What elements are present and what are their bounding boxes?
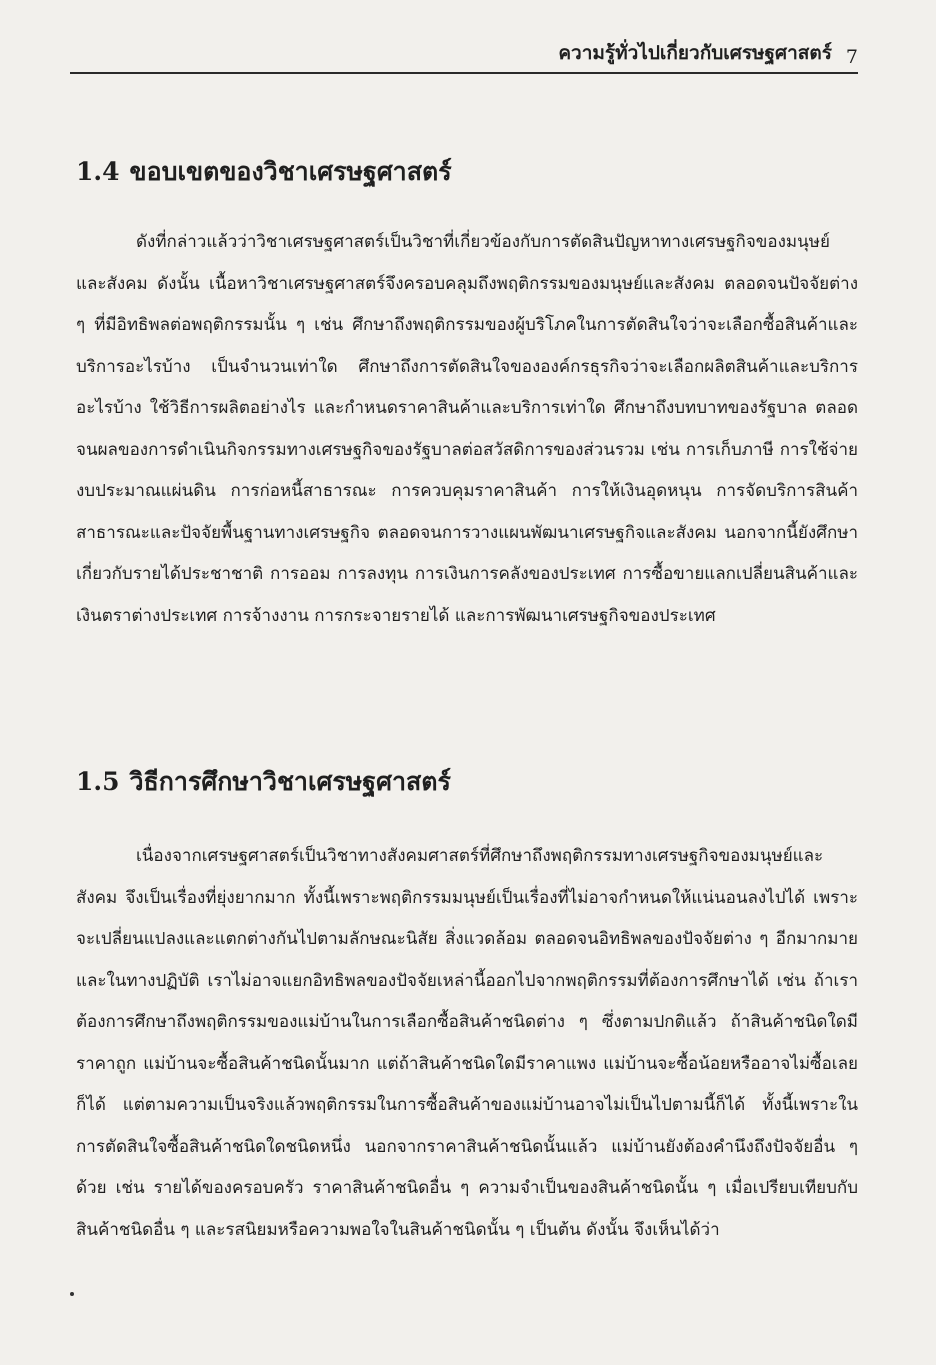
section-title: วิธีการศึกษาวิชาเศรษฐศาสตร์ xyxy=(129,767,451,796)
header-title: ความรู้ทั่วไปเกี่ยวกับเศรษฐศาสตร์ xyxy=(558,42,832,64)
section-1-5-paragraph: เนื่องจากเศรษฐศาสตร์เป็นวิชาทางสังคมศาสตร์ที่ศึกษาถึงพฤติกรรมทางเศรษฐกิจของมนุษย์และสังคม จึงเป็นเรื่องที่ยุ่งยากมาก ทั้งนี้เพราะพฤติกรรมมนุษย์เป็นเรื่องที่ไม่อาจกำหนดให้แน่นอนลงไปได้ เพราะจะเปลี่ยนแปลงและแตกต่างกันไปตามลักษณะนิสัย สิ่งแวดล้อม ตลอดจนอิทธิพลของปัจจัยต่าง ๆ อีกมากมาย และในทางปฏิบัติ เราไม่อาจแยกอิทธิพลของปัจจัยเหล่านี้ออกไปจากพฤติกรรมที่ต้องการศึกษาได้ เช่น ถ้าเราต้องการศึกษาถึงพฤติกรรมของแม่บ้านในการเลือกซื้อสินค้าชนิดต่าง ๆ ซึ่งตามปกติแล้ว ถ้าสินค้าชนิดใดมีราคาถูก แม่บ้านจะซื้อสินค้าชนิดนั้นมาก แต่ถ้าสินค้าชนิดใดมีราคาแพง แม่บ้านจะซื้อน้อยหรืออาจไม่ซื้อเลยก็ได้ แต่ตามความเป็นจริงแล้วพฤติกรรมในการซื้อสินค้าของแม่บ้านอาจไม่เป็นไปตามนี้ก็ได้ ทั้งนี้เพราะในการตัดสินใจซื้อสินค้าชนิดใดชนิดหนึ่ง นอกจากราคาสินค้าชนิดนั้นแล้ว แม่บ้านยังต้องคำนึงถึงปัจจัยอื่น ๆ ด้วย เช่น รายได้ของครอบครัว ราคาสินค้าชนิดอื่น ๆ ความจำเป็นของสินค้าชนิดนั้น ๆ เมื่อเปรียบเทียบกับสินค้าชนิดอื่น ๆ และรสนิยมหรือความพอใจในสินค้าชนิดนั้น ๆ เป็นต้น ดังนั้น จึงเห็นได้ว่า xyxy=(76,846,858,1240)
section-heading-1-4 xyxy=(76,152,452,192)
page-number: 7 xyxy=(845,46,858,68)
page-mark xyxy=(70,1292,74,1296)
running-header xyxy=(70,32,858,74)
section-heading-1-5 xyxy=(76,762,451,802)
section-title: ขอบเขตของวิชาเศรษฐศาสตร์ xyxy=(129,157,452,186)
section-1-4-paragraph: ดังที่กล่าวแล้วว่าวิชาเศรษฐศาสตร์เป็นวิชาที่เกี่ยวข้องกับการตัดสินปัญหาทางเศรษฐกิจของมนุษย์และสังคม ดังนั้น เนื้อหาวิชาเศรษฐศาสตร์จึงครอบคลุมถึงพฤติกรรมของมนุษย์และสังคม ตลอดจนปัจจัยต่าง ๆ ที่มีอิทธิพลต่อพฤติกรรมนั้น ๆ เช่น ศึกษาถึงพฤติกรรมของผู้บริโภคในการตัดสินใจว่าจะเลือกซื้อสินค้าและบริการอะไรบ้าง เป็นจำนวนเท่าใด ศึกษาถึงการตัดสินใจขององค์กรธุรกิจว่าจะเลือกผลิตสินค้าและบริการอะไรบ้าง ใช้วิธีการผลิตอย่างไร และกำหนดราคาสินค้าและบริการเท่าใด ศึกษาถึงบทบาทของรัฐบาล ตลอดจนผลของการดำเนินกิจกรรมทางเศรษฐกิจของรัฐบาลต่อสวัสดิการของส่วนรวม เช่น การเก็บภาษี การใช้จ่ายงบประมาณแผ่นดิน การก่อหนี้สาธารณะ การควบคุมราคาสินค้า การให้เงินอุดหนุน การจัดบริการสินค้าสาธารณะและปัจจัยพื้นฐานทางเศรษฐกิจ ตลอดจนการวางแผนพัฒนาเศรษฐกิจและสังคม นอกจากนี้ยังศึกษาเกี่ยวกับรายได้ประชาชาติ การออม การลงทุน การเงินการคลังของประเทศ การซื้อขายแลกเปลี่ยนสินค้าและเงินตราต่างประเทศ การจ้างงาน การกระจายรายได้ และการพัฒนาเศรษฐกิจของประเทศ xyxy=(76,232,858,626)
section-number: 1.4 xyxy=(76,157,120,186)
section-number: 1.5 xyxy=(76,767,120,796)
